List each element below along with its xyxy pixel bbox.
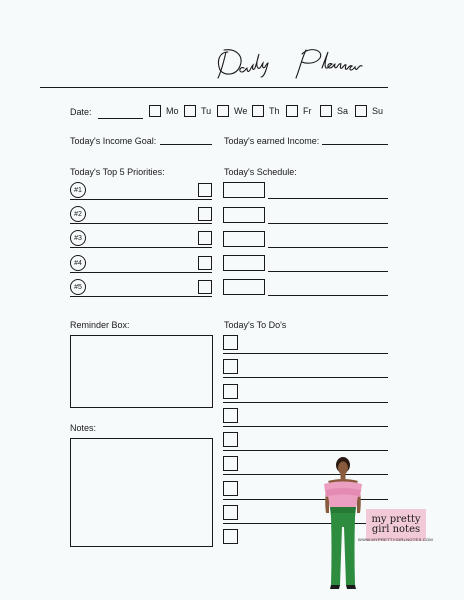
day-label-we: We	[234, 106, 248, 116]
reminder-box[interactable]	[70, 335, 213, 408]
fashion-illustration	[318, 455, 366, 593]
priority-checkbox-1[interactable]	[198, 183, 212, 197]
schedule-time-box-4[interactable]	[223, 255, 265, 271]
todo-line-3[interactable]	[223, 402, 388, 403]
checkbox-th[interactable]	[252, 105, 264, 117]
schedule-line-1[interactable]	[268, 198, 388, 199]
day-label-fr: Fr	[303, 106, 312, 116]
day-checkbox-fr[interactable]	[286, 105, 312, 117]
day-checkbox-th[interactable]	[252, 105, 280, 117]
schedule-time-box-2[interactable]	[223, 207, 265, 223]
day-checkbox-sa[interactable]	[320, 105, 348, 117]
schedule-line-2[interactable]	[268, 223, 388, 224]
schedule-time-box-5[interactable]	[223, 279, 265, 295]
priority-number-2: #2	[70, 206, 86, 222]
priority-checkbox-2[interactable]	[198, 207, 212, 221]
day-label-th: Th	[269, 106, 280, 116]
todo-checkbox-7[interactable]	[223, 481, 238, 496]
priority-line-2[interactable]	[70, 223, 212, 224]
day-label-su: Su	[372, 106, 384, 116]
priority-line-1[interactable]	[70, 199, 212, 200]
todo-line-5[interactable]	[223, 450, 388, 451]
income-goal-label: Today's Income Goal:	[70, 136, 157, 146]
page-title	[210, 42, 390, 84]
priority-number-3: #3	[70, 230, 86, 246]
priority-checkbox-4[interactable]	[198, 256, 212, 270]
date-label: Date:	[70, 107, 92, 117]
notes-box[interactable]	[70, 438, 213, 547]
date-field[interactable]	[98, 118, 143, 119]
schedule-line-5[interactable]	[268, 295, 388, 296]
schedule-label: Today's Schedule:	[224, 167, 297, 177]
brand-url: WWW.MYPRETTYGIRLNOTES.COM	[358, 537, 434, 542]
todo-checkbox-8[interactable]	[223, 505, 238, 520]
todo-checkbox-9[interactable]	[223, 529, 238, 544]
brand-line-2: girl notes	[371, 524, 421, 535]
day-label-tu: Tu	[201, 106, 212, 116]
todo-checkbox-4[interactable]	[223, 408, 238, 423]
priority-number-5: #5	[70, 279, 86, 295]
todo-checkbox-1[interactable]	[223, 335, 238, 350]
schedule-time-box-1[interactable]	[223, 182, 265, 198]
day-checkbox-tu[interactable]	[184, 105, 211, 117]
priority-number-1: #1	[70, 182, 86, 198]
priority-line-3[interactable]	[70, 247, 212, 248]
day-label-sa: Sa	[337, 106, 349, 116]
income-goal-field[interactable]	[160, 144, 212, 145]
todo-checkbox-3[interactable]	[223, 384, 238, 399]
priority-number-4: #4	[70, 255, 86, 271]
todo-line-2[interactable]	[223, 377, 388, 378]
checkbox-tu[interactable]	[184, 105, 196, 117]
checkbox-sa[interactable]	[320, 105, 332, 117]
script-title-graphic	[210, 42, 390, 84]
notes-label: Notes:	[70, 423, 97, 433]
income-earned-field[interactable]	[322, 144, 388, 145]
checkbox-su[interactable]	[355, 105, 367, 117]
todo-checkbox-6[interactable]	[223, 456, 238, 471]
schedule-time-box-3[interactable]	[223, 231, 265, 247]
todos-label: Today's To Do's	[224, 320, 287, 330]
day-checkbox-su[interactable]	[355, 105, 383, 117]
todo-checkbox-5[interactable]	[223, 432, 238, 447]
checkbox-we[interactable]	[217, 105, 229, 117]
priorities-label: Today's Top 5 Priorities:	[70, 167, 165, 177]
todo-line-1[interactable]	[223, 353, 388, 354]
schedule-line-4[interactable]	[268, 271, 388, 272]
brand-line-1: my pretty	[371, 514, 421, 525]
day-checkbox-mo[interactable]	[149, 105, 179, 117]
day-checkbox-we[interactable]	[217, 105, 247, 117]
todo-checkbox-2[interactable]	[223, 359, 238, 374]
reminder-label: Reminder Box:	[70, 320, 130, 330]
todo-line-4[interactable]	[223, 426, 388, 427]
priority-line-4[interactable]	[70, 272, 212, 273]
day-label-mo: Mo	[166, 106, 179, 116]
checkbox-fr[interactable]	[286, 105, 298, 117]
title-divider	[40, 87, 388, 88]
income-earned-label: Today's earned Income:	[224, 136, 320, 146]
schedule-line-3[interactable]	[268, 247, 388, 248]
priority-checkbox-3[interactable]	[198, 231, 212, 245]
checkbox-mo[interactable]	[149, 105, 161, 117]
priority-line-5[interactable]	[70, 296, 212, 297]
priority-checkbox-5[interactable]	[198, 280, 212, 294]
